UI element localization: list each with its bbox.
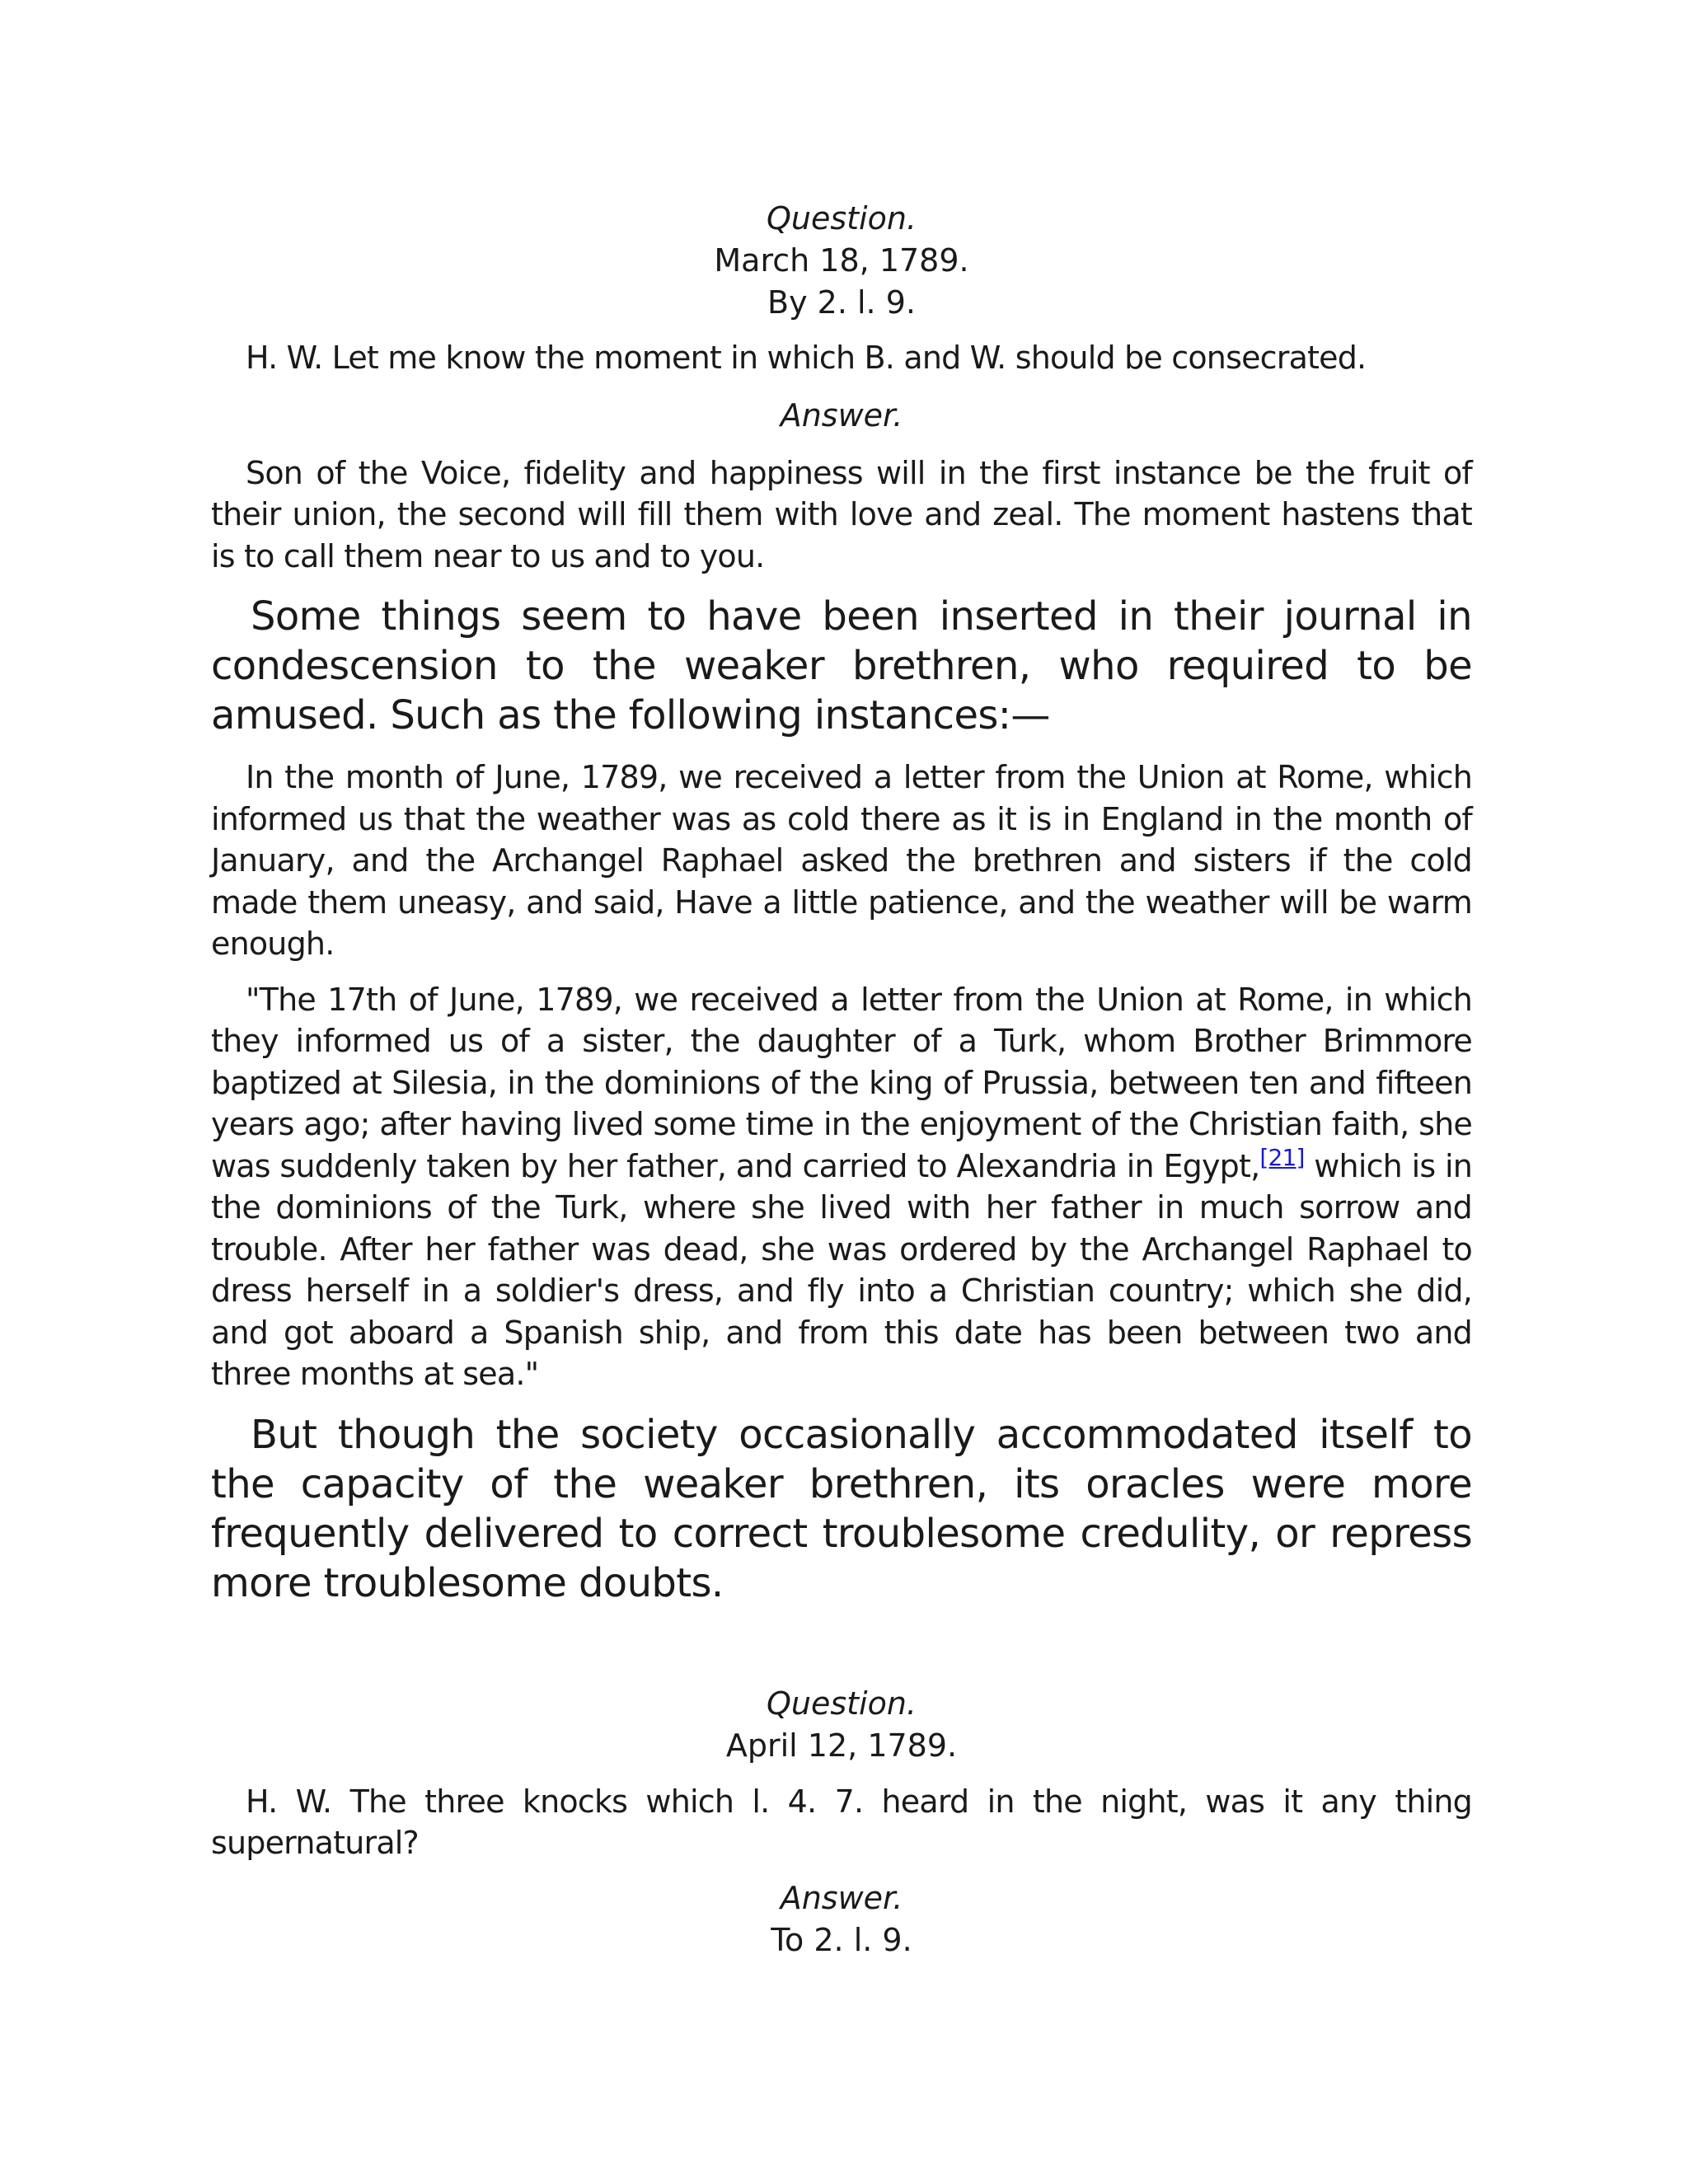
letter-text-part1: "The 17th of June, 1789, we received a letter from the Union at Rome, in which they informed us of a sister, the daughter of a Turk, whom Brother Brimmore baptized at Silesia, in the dominions of the king of Prussia, between ten and fifteen years ago; after having lived some time in the enjoyment of the Christian faith, she was suddenly taken by her father, and carried to Alexandria in Egypt, [211,981,1472,1184]
commentary-paragraph: Some things seem to have been inserted in their journal in condescension to the weaker brethren, who required to be amused. Such as the following instances:— [211,593,1472,738]
footnote-ref [1259,1144,1304,1171]
document-page [211,0,1472,1961]
commentary-paragraph-2: But though the society occasionally accommodated itself to the capacity of the weaker brethren, its oracles were more frequently delivered to correct troublesome credulity, or repress more troublesome doubts. [211,1411,1472,1606]
question-heading-2 [211,1683,1472,1767]
answer-label: Answer. [780,396,903,434]
question-heading-1 [211,198,1472,324]
question-date-2: April 12, 1789. [725,1727,958,1764]
answer-to: To 2. l. 9. [771,1921,912,1958]
question-by: By 2. l. 9. [767,284,916,321]
question-date: March 18, 1789. [714,242,969,279]
question-label: Question. [766,200,917,237]
letter-text-part2: which is in the dominions of the Turk, where she lived with her father in much sorrow and trouble. After her father was dead, she was ordered by the Archangel Raphael to dress herself in a soldier's dress, and fly into a Christian country; which she did, and got aboard a Spanish ship, and from this date has been between two and three months at sea." [211,1147,1472,1392]
question-text: H. W. Let me know the moment in which B. and W. should be consecrated. [246,340,1367,376]
instance-paragraph: In the month of June, 1789, we received a letter from the Union at Rome, which informed us that the weather was as cold there as it is in England in the month of January, and the Archangel Raphael asked the brethren and sisters if the cold made them uneasy, and said, Have a little patience, and the weather will be warm enough. [211,759,1472,962]
letter-paragraph [211,979,1472,1395]
footnote-link[interactable]: [21] [1259,1143,1305,1171]
answer-label-2: Answer. [780,1879,903,1916]
answer-text: Son of the Voice, fidelity and happiness will in the first instance be the fruit of their union, the second will fill them with love and zeal. The moment hastens that is to call them near to us and to you. [211,454,1472,574]
question-text-2: H. W. The three knocks which l. 4. 7. heard in the night, was it any thing supernatural? [211,1783,1472,1861]
answer-heading-2 [211,1877,1472,1961]
question-label-2: Question. [766,1685,917,1722]
